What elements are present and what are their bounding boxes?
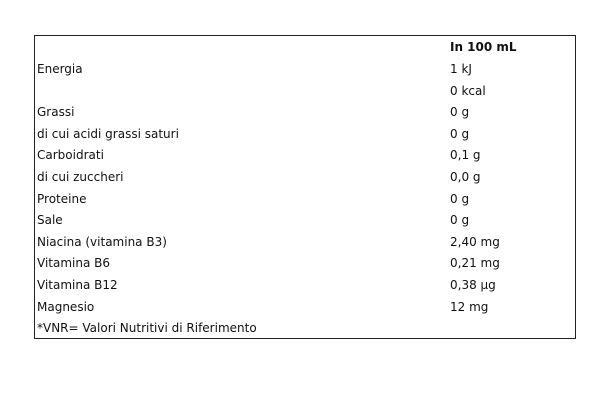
nutrition-table	[34, 35, 576, 339]
row-value: 12 mg	[450, 299, 489, 314]
row-value: 1 kJ	[450, 62, 472, 76]
table-footnote-row	[35, 318, 575, 339]
table-row	[35, 102, 575, 123]
row-label: Proteine	[37, 191, 87, 206]
row-label: Vitamina B12	[37, 278, 118, 292]
row-value: 0,21 mg	[450, 256, 500, 271]
table-header-row	[35, 37, 575, 58]
row-label: Grassi	[37, 105, 75, 120]
table-row	[35, 297, 575, 318]
table-row	[35, 253, 575, 274]
table-row	[35, 210, 575, 231]
table-row	[35, 145, 575, 166]
row-label: di cui acidi grassi saturi	[37, 126, 179, 141]
table-row	[35, 124, 575, 145]
row-value: 0 g	[450, 126, 470, 141]
row-value: 0 g	[450, 213, 470, 228]
row-label: Energia	[37, 62, 83, 76]
table-row	[35, 81, 575, 102]
header-per-100ml: In 100 mL	[450, 40, 517, 54]
row-label: Magnesio	[37, 299, 95, 314]
table-row	[35, 189, 575, 210]
row-label: Vitamina B6	[37, 256, 111, 271]
table-row	[35, 167, 575, 188]
table-row	[35, 275, 575, 296]
row-value: 0 kcal	[450, 83, 486, 98]
row-label: Sale	[37, 213, 63, 228]
table-row	[35, 232, 575, 253]
row-label: Carboidrati	[37, 148, 104, 163]
row-label: Niacina (vitamina B3)	[37, 234, 167, 249]
row-value: 0,38 µg	[450, 278, 496, 292]
row-value: 0 g	[450, 191, 470, 206]
row-value: 0,0 g	[450, 170, 481, 184]
row-value: 0,1 g	[450, 148, 481, 163]
row-value: 0 g	[450, 105, 470, 120]
row-label: di cui zuccheri	[37, 170, 124, 184]
row-value: 2,40 mg	[450, 234, 500, 249]
footnote: *VNR= Valori Nutritivi di Riferimento	[37, 321, 257, 336]
table-row	[35, 59, 575, 80]
